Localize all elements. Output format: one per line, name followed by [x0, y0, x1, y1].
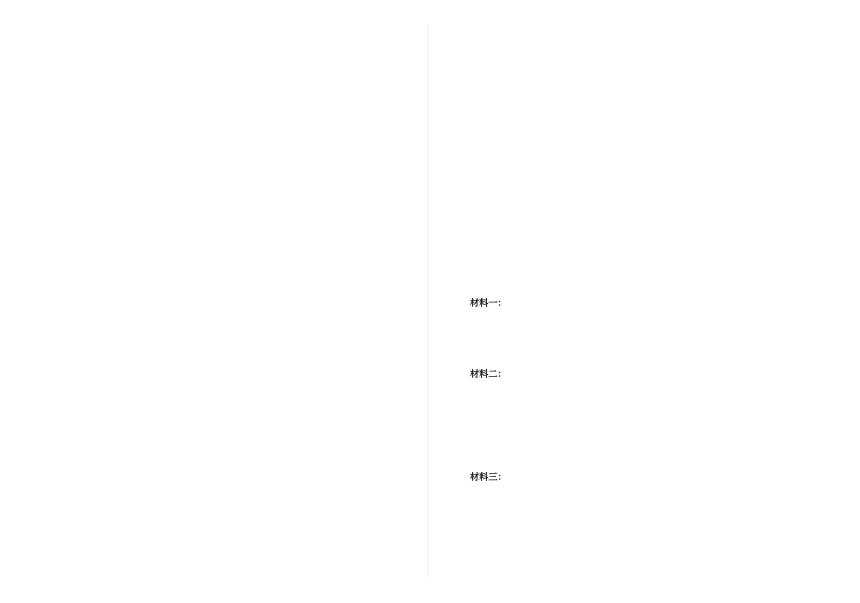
left-column — [18, 44, 400, 552]
subsection-title — [458, 260, 834, 276]
question-9 — [452, 210, 834, 242]
question-6-stem — [18, 408, 400, 424]
essay-paragraph — [18, 192, 400, 302]
question-7-option-d — [466, 158, 834, 190]
question-8 — [452, 192, 834, 208]
question-7-option-b — [466, 94, 834, 126]
reading-intro — [470, 277, 834, 293]
page-divider — [428, 24, 429, 579]
question-6-option-a — [32, 424, 400, 456]
essay-paragraph — [18, 44, 400, 188]
question-6-option-b — [32, 456, 400, 488]
material-1-text — [452, 313, 834, 361]
essay-paragraph — [18, 372, 400, 402]
question-7-option-c — [466, 126, 834, 158]
question-6-option-c — [32, 488, 400, 520]
question-7-stem — [452, 46, 834, 62]
material-2-label: 材料二： — [470, 369, 507, 380]
material-2-text — [452, 384, 834, 464]
essay-paragraph — [18, 306, 400, 368]
section-title — [452, 243, 834, 259]
right-column — [452, 44, 834, 573]
material-1-label: 材料一： — [470, 298, 507, 309]
material-3-text — [452, 487, 834, 567]
material-3-label: 材料三： — [470, 472, 507, 483]
question-7-option-a — [466, 62, 834, 94]
question-6-option-d — [32, 520, 400, 552]
